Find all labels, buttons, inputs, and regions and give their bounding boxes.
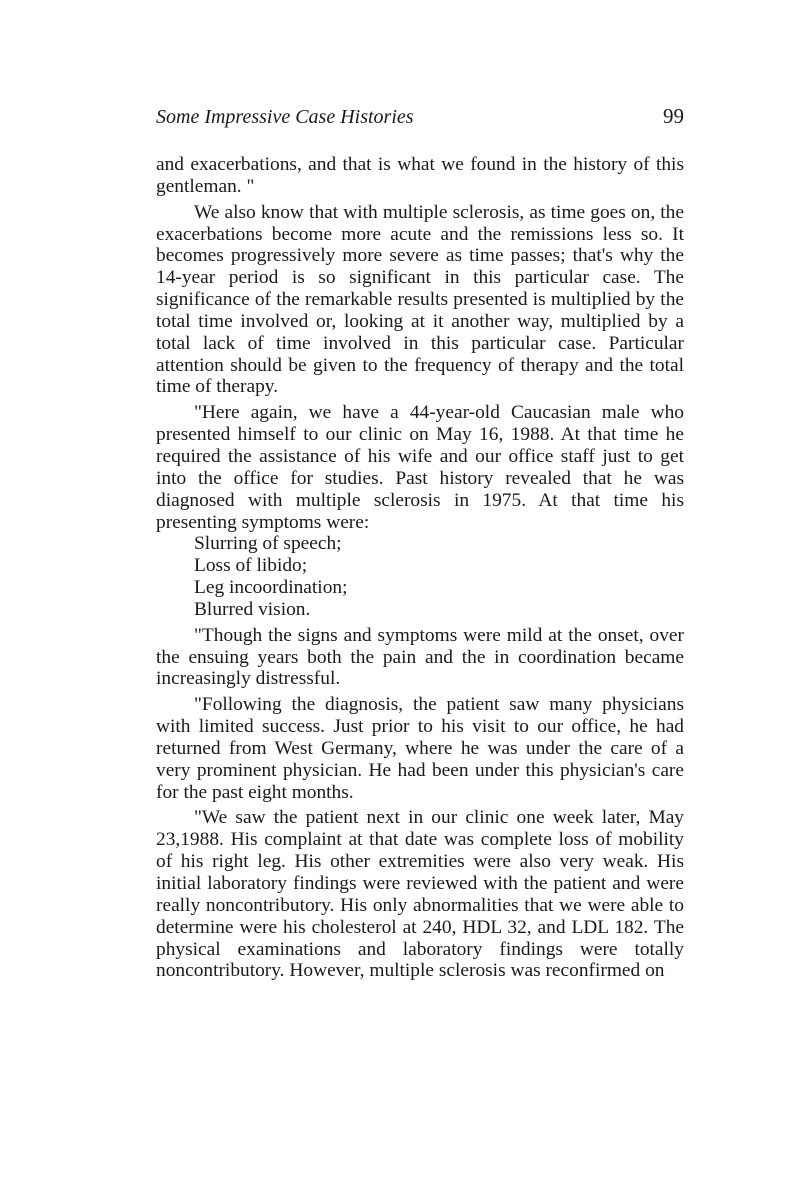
paragraph-ms-progression: We also know that with multiple sclerosis, as time goes on, the exacerbations become more acute and the remissions less so. It becomes progressively more severe as time passes; that's why the 14-year period is so significant in this particular case. The significance of the remarkable results presented is multiplied by the total time involved or, looking at it another way, multiplied by a total lack of time involved in this particular case. Particular attention should be given to the frequency of therapy and the total time of therapy. (156, 201, 684, 398)
running-header (156, 104, 684, 140)
symptom-item: Slurring of speech; (194, 533, 342, 555)
paragraph-diagnosis: "Following the diagnosis, the patient saw many physicians with limited success. Just prior to his visit to our office, he had returned from West Germany, where he was under the care of a very prominent physician. He had been under this physician's care for the past eight months. (156, 694, 684, 803)
paragraph-follow-up: "We saw the patient next in our clinic one week later, May 23,1988. His complaint at that date was complete loss of mobility of his right leg. His other extremities were also very weak. His initial laboratory findings were reviewed with the patient and were really noncontributory. His only abnormalities that we were able to determine were his cholesterol at 240, HDL 32, and LDL 182. The physical examinations and laboratory findings were totally noncontributory. However, multiple sclerosis was reconfirmed on (156, 807, 684, 982)
book-page (156, 104, 684, 982)
body-text (156, 154, 684, 982)
symptom-item: Blurred vision. (194, 598, 311, 620)
symptom-item: Loss of libido; (194, 555, 308, 577)
paragraph-onset: "Though the signs and symptoms were mild at the onset, over the ensuing years both the pain and the in coordination became increasingly distressful. (156, 624, 684, 690)
running-title: Some Impressive Case Histories (156, 106, 414, 128)
symptom-list (156, 533, 684, 620)
page-number: 99 (663, 104, 684, 128)
paragraph-case-intro: "Here again, we have a 44-year-old Caucasian male who presented himself to our clinic on May 16, 1988. At that time he required the assistance of his wife and our office staff just to get into the office for studies. Past history revealed that he was diagnosed with multiple sclerosis in 1975. At that time his presenting symptoms were: (156, 402, 684, 533)
paragraph-continued: and exacerbations, and that is what we found in the history of this gentleman. " (156, 154, 684, 197)
symptom-item: Leg incoordination; (194, 577, 348, 599)
